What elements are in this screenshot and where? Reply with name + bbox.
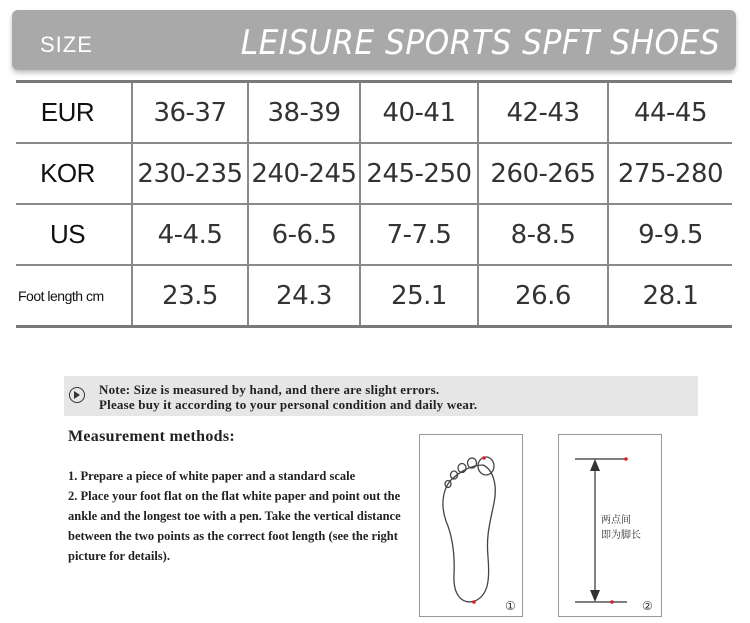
- table-cell: 42-43: [478, 82, 608, 144]
- size-label: SIZE: [40, 32, 93, 57]
- note-box: [64, 376, 698, 416]
- row-label: EUR: [16, 82, 132, 144]
- table-row-kor: [16, 143, 732, 204]
- table-cell: 230-235: [132, 143, 248, 204]
- table-cell: 25.1: [360, 265, 478, 327]
- table-cell: 26.6: [478, 265, 608, 327]
- banner-title: LEISURE SPORTS SPFT SHOES: [240, 23, 720, 63]
- measurement-steps: [68, 466, 413, 566]
- foot-outline-icon: [420, 435, 522, 616]
- table-cell: 260-265: [478, 143, 608, 204]
- table-cell: 36-37: [132, 82, 248, 144]
- table-cell: 23.5: [132, 265, 248, 327]
- table-cell: 240-245: [248, 143, 360, 204]
- figure-number: ②: [642, 599, 653, 613]
- header-banner: [12, 10, 736, 70]
- measurement-title: Measurement methods:: [68, 428, 236, 445]
- table-cell: 4-4.5: [132, 204, 248, 265]
- table-cell: 44-45: [608, 82, 732, 144]
- table-row-eur: [16, 82, 732, 144]
- arrow-right-circle-icon: [69, 387, 85, 403]
- row-label: Foot length cm: [16, 265, 132, 327]
- figure-number: ①: [505, 599, 516, 613]
- foot-length-label: [601, 513, 641, 543]
- foot-outline-figure: [419, 434, 523, 617]
- table-cell: 38-39: [248, 82, 360, 144]
- table-cell: 40-41: [360, 82, 478, 144]
- table-cell: 275-280: [608, 143, 732, 204]
- step-2: 2. Place your foot flat on the flat white paper and point out the ankle and the longest toe with a pen. Take the vertical distance between the two points as the correct foot length (see the right picture for details).: [68, 489, 401, 563]
- table-cell: 8-8.5: [478, 204, 608, 265]
- note-line-2: Please buy it according to your personal condition and daily wear.: [99, 397, 478, 412]
- table-row-us: [16, 204, 732, 265]
- note-line-1: Note: Size is measured by hand, and there are slight errors.: [99, 382, 440, 397]
- table-cell: 24.3: [248, 265, 360, 327]
- foot-length-label-line-1: 两点间: [601, 515, 631, 526]
- table-cell: 9-9.5: [608, 204, 732, 265]
- foot-length-label-line-2: 即为脚长: [601, 530, 641, 541]
- row-label: US: [16, 204, 132, 265]
- table-cell: 7-7.5: [360, 204, 478, 265]
- step-1: 1. Prepare a piece of white paper and a standard scale: [68, 469, 356, 483]
- table-cell: 245-250: [360, 143, 478, 204]
- table-cell: 28.1: [608, 265, 732, 327]
- measurement-figure: [558, 434, 662, 617]
- table-row-foot-length: [16, 265, 732, 327]
- size-chart-table: [16, 80, 732, 328]
- table-cell: 6-6.5: [248, 204, 360, 265]
- row-label: KOR: [16, 143, 132, 204]
